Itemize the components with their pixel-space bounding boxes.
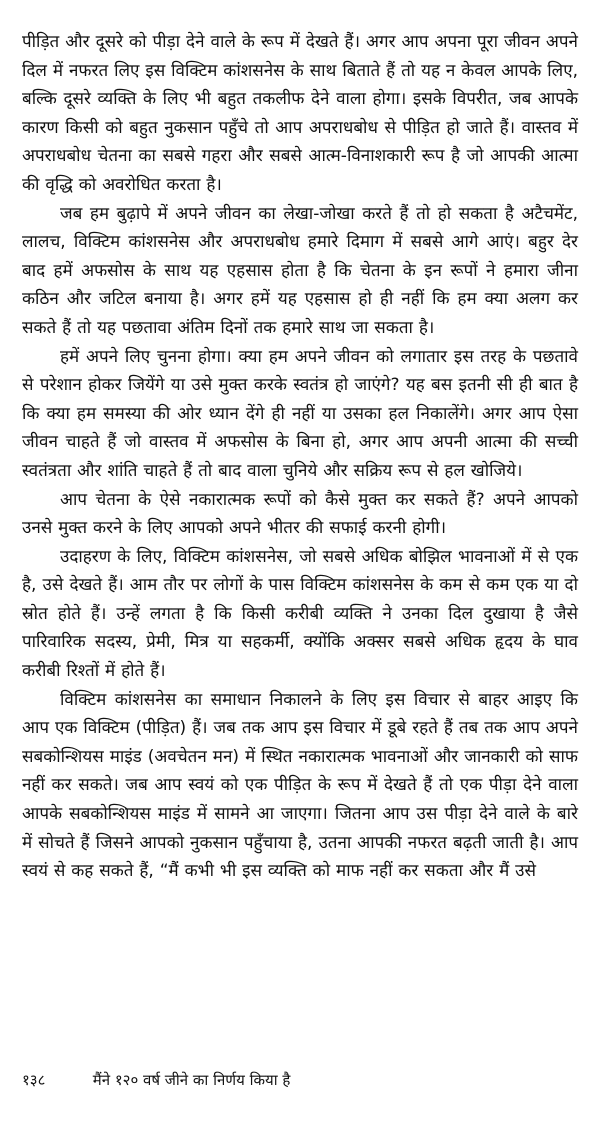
paragraph-1: पीड़ित और दूसरे को पीड़ा देने वाले के रूप में देखते हैं। अगर आप अपना पूरा जीवन अपने दिल में नफरत लिए इस विक्टिम कांशसनेस के साथ बिताते हैं तो यह न केवल आपके लिए, बल्कि दूसरे व्यक्ति के लिए भी बहुत तकलीफ देने वाला होगा। इसके विपरीत, जब आपके कारण किसी को बहुत नुकसान पहुँचे तो आप अपराधबोध से पीड़ित हो जाते हैं। वास्तव में अपराधबोध चेतना का सबसे गहरा और सबसे आत्म-विनाशकारी रूप है जो आपकी आत्मा की वृद्धि को अवरोधित करता है। (22, 32, 578, 195)
paragraph-4: आप चेतना के ऐसे नकारात्मक रूपों को कैसे मुक्त कर सकते हैं? अपने आपको उनसे मुक्त करने के लिए आपको अपने भीतर की सफाई करनी होगी। (22, 489, 578, 539)
paragraph-5: उदाहरण के लिए, विक्टिम कांशसनेस, जो सबसे अधिक बोझिल भावनाओं में से एक है, उसे देखते हैं। आम तौर पर लोगों के पास विक्टिम कांशसनेस के कम से कम एक या दो स्रोत होते हैं। उन्हें लगता है कि किसी करीबी व्यक्ति ने उनका दिल दुखाया है जैसे पारिवारिक सदस्य, प्रेमी, मित्र या सहकर्मी, क्योंकि अक्सर सबसे अधिक हृदय के घाव करीबी रिश्तों में होते हैं। (22, 546, 578, 682)
running-book-title: मैंने १२० वर्ष जीने का निर्णय किया है (92, 1071, 291, 1089)
paragraph-3: हमें अपने लिए चुनना होगा। क्या हम अपने जीवन को लगातार इस तरह के पछतावे से परेशान होकर जियेंगे या उसे मुक्त करके स्वतंत्र हो जाएंगे? यह बस इतनी सी ही बात है कि क्या हम समस्या की ओर ध्यान देंगे ही नहीं या उसका हल निकालेंगे। अगर आप ऐसा जीवन चाहते हैं जो वास्तव में अफसोस के बिना हो, अगर आप अपनी आत्मा की सच्ची स्वतंत्रता और शांति चाहते हैं तो बाद वाला चुनिये और सक्रिय रूप से हल खोजिये। (22, 346, 578, 481)
paragraph-6: विक्टिम कांशसनेस का समाधान निकालने के लिए इस विचार से बाहर आइए कि आप एक विक्टिम (पीड़ित) हैं। जब तक आप इस विचार में डूबे रहते हैं तब तक आप अपने सबकोन्शियस माइंड (अवचेतन मन) में स्थित नकारात्मक भावनाओं और जानकारी को साफ नहीं कर सकते। जब आप स्वयं को एक पीड़ित के रूप में देखते हैं तो एक पीड़ा देने वाला आपके सबकोन्शियस माइंड में सामने आ जाएगा। जितना आप उस पीड़ा देने वाले के बारे में सोचते हैं जिसने आपको नुकसान पहुँचाया है, उतना आपकी नफरत बढ़ती जाती है। आप स्वयं से कह सकते हैं, “मैं कभी भी इस व्यक्ति को माफ नहीं कर सकता और मैं उसे (22, 689, 578, 882)
page-footer (22, 1070, 578, 1090)
paragraph-2: जब हम बुढ़ापे में अपने जीवन का लेखा-जोखा करते हैं तो हो सकता है अटैचमेंट, लालच, विक्टिम कांशसनेस और अपराधबोध हमारे दिमाग में सबसे आगे आएं। बहुर देर बाद हमें अफसोस के साथ यह एहसास होता है कि चेतना के इन रूपों ने हमारा जीना कठिन और जटिल बनाया है। अगर हमें यह एहसास हो ही नहीं कि हम क्या अलग कर सकते हैं तो यह पछतावा अंतिम दिनों तक हमारे साथ जा सकता है। (22, 203, 578, 338)
page-number: १३८ (22, 1071, 46, 1089)
page-body (22, 28, 578, 886)
